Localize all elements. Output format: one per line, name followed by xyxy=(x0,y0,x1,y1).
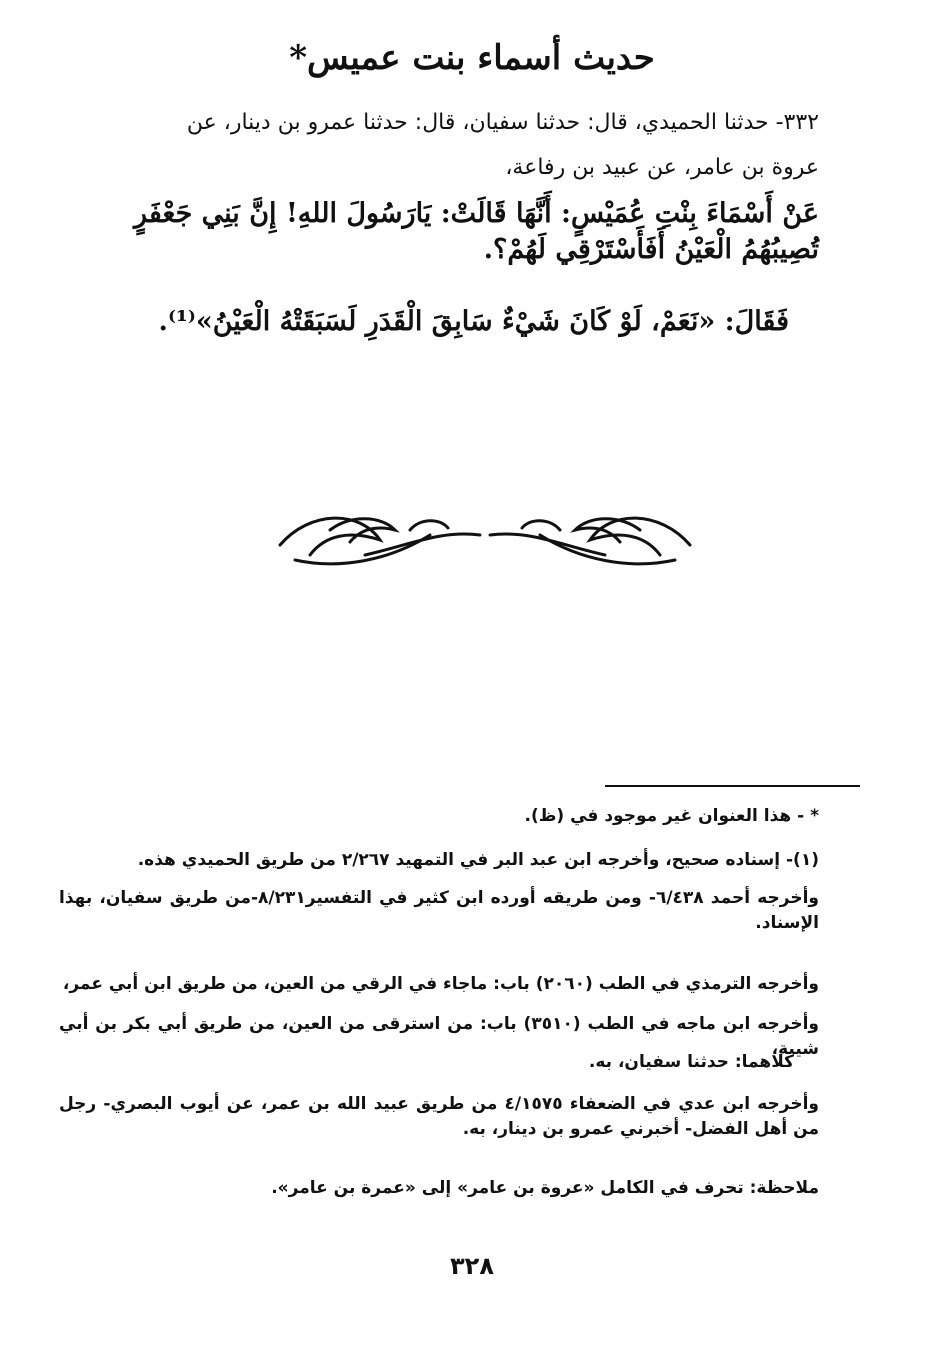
decorative-ornament xyxy=(270,500,700,580)
footnote-ibnadi: وأخرجه ابن عدي في الضعفاء ٤/١٥٧٥ من طريق عبيد الله بن عمر، عن أيوب البصري- رجل من أهل الفضل- أخبرني عمرو بن دينار، به. xyxy=(59,1094,819,1139)
hadith-answer: فَقَالَ: «نَعَمْ، لَوْ كَانَ شَيْءٌ سَابِقَ الْقَدَرِ لَسَبَقَتْهُ الْعَيْنُ»⁽¹⁾. xyxy=(158,306,789,337)
footnote-tirmidhi: وأخرجه الترمذي في الطب (٢٠٦٠) باب: ماجاء في الرقي من العين، من طريق ابن أبي عمر، xyxy=(62,974,819,994)
page-title: حديث أسماء بنت عميس* xyxy=(289,38,655,78)
footnote-note: ملاحظة: تحرف في الكامل «عروة بن عامر» إلى «عمرة بن عامر». xyxy=(271,1178,819,1198)
footnote-ibnmajah: وأخرجه ابن ماجه في الطب (٣٥١٠) باب: من استرقى من العين، من طريق أبي بكر بن أبي شيبة، xyxy=(59,1014,819,1059)
isnad-line-1: ٣٣٢- حدثنا الحميدي، قال: حدثنا سفيان، قال: حدثنا عمرو بن دينار، عن xyxy=(186,110,819,135)
isnad-line-2: عروة بن عامر، عن عبيد بن رفاعة، xyxy=(505,155,819,180)
page-number: ٣٢٨ xyxy=(450,1252,494,1280)
hadith-matn: عَنْ أَسْمَاءَ بِنْتِ عُمَيْسٍ: أَنَّهَا قَالَتْ: يَارَسُولَ اللهِ! إِنَّ بَنِي جَعْفَرٍ تُصِيبُهُمُ الْعَيْنُ أَفَأَسْتَرْقِي لَهُمْ؟. xyxy=(133,198,819,266)
footnote-star: * - هذا العنوان غير موجود في (ظ). xyxy=(524,806,819,826)
footnote-1: (١)- إسناده صحيح، وأخرجه ابن عبد البر في التمهيد ٢/٢٦٧ من طريق الحميدي هذه. xyxy=(137,850,819,870)
footnote-divider xyxy=(605,785,860,787)
footnote-ahmad: وأخرجه أحمد ٦/٤٣٨- ومن طريقه أورده ابن كثير في التفسير٨/٢٣١-من طريق سفيان، بهذا الإسناد. xyxy=(59,888,819,933)
footnote-both: كلاهما: حدثنا سفيان، به. xyxy=(588,1052,794,1072)
